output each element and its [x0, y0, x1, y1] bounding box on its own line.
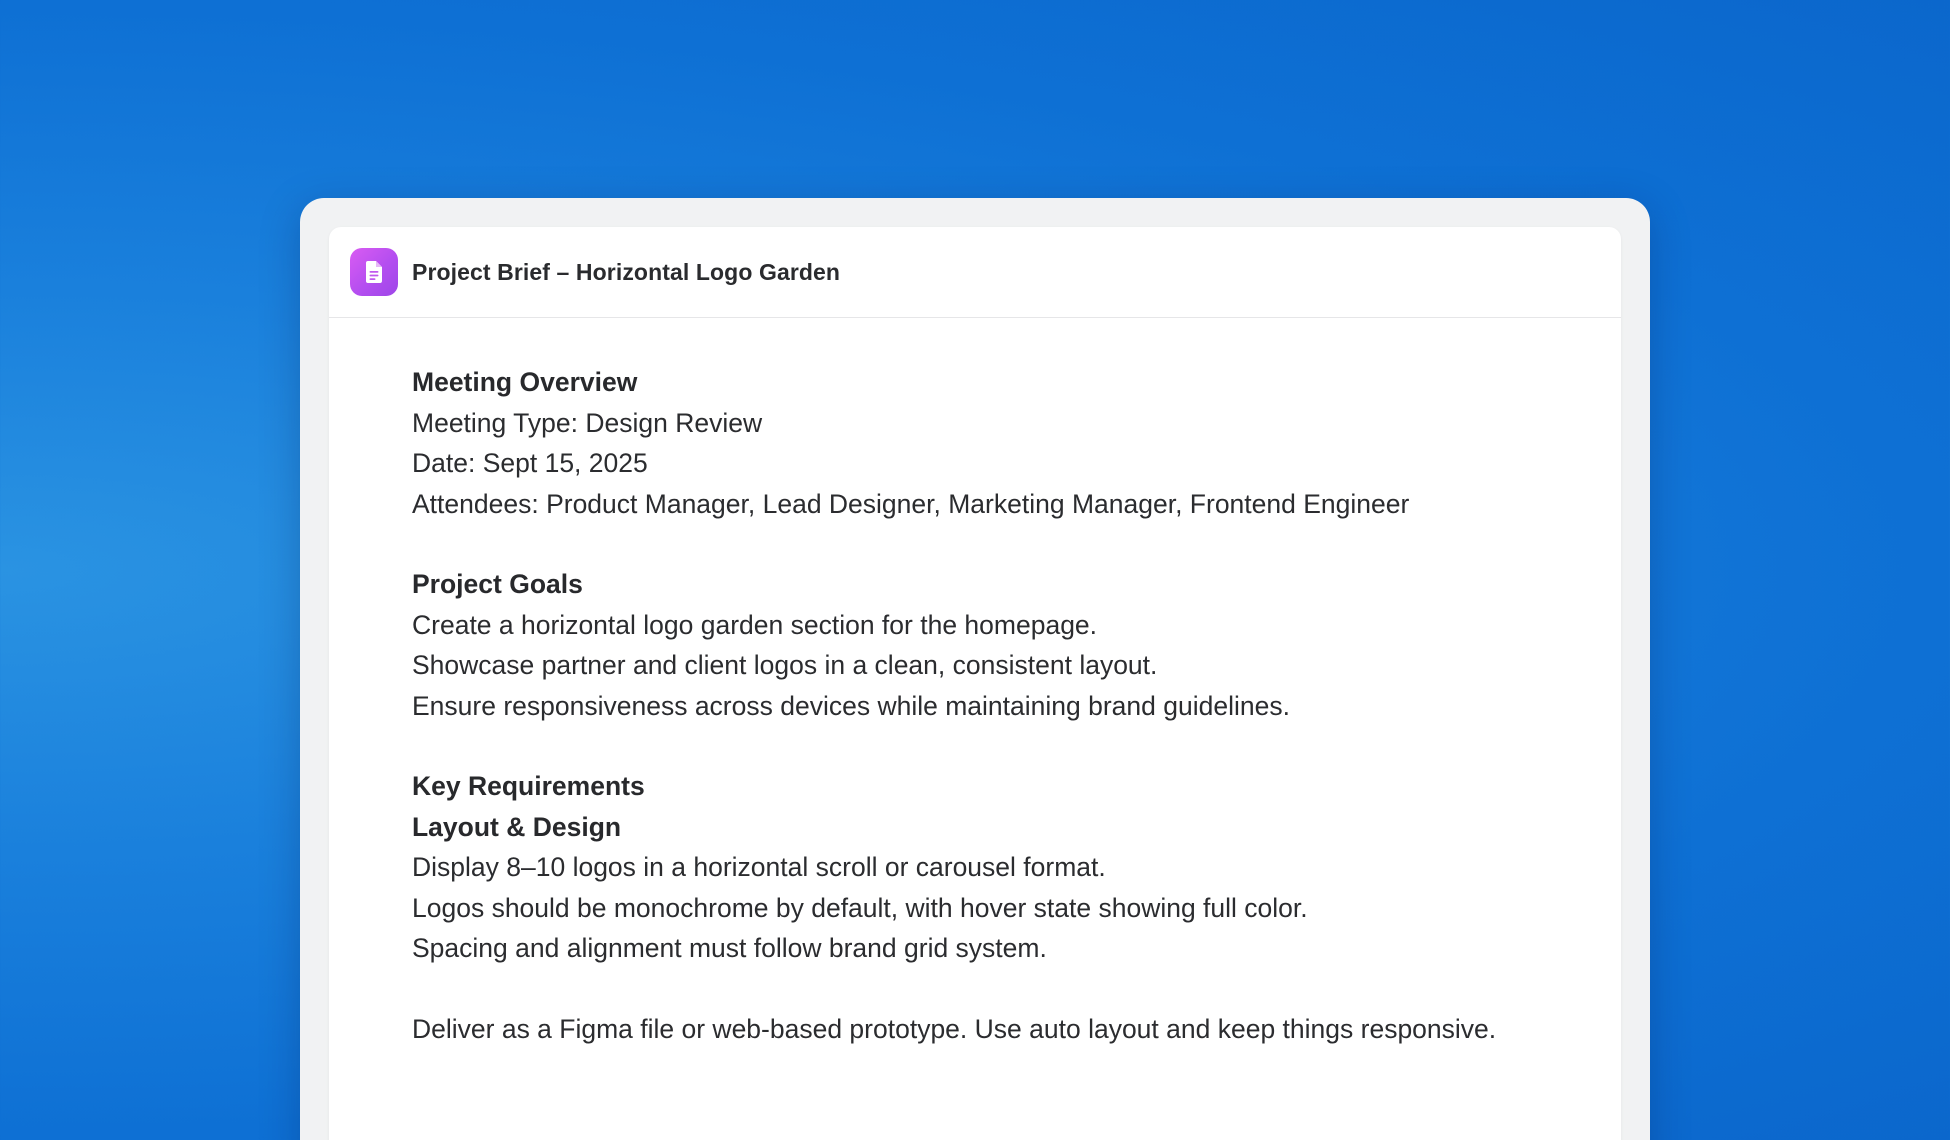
section-heading: Project Goals: [412, 569, 583, 599]
closing-paragraph: Deliver as a Figma file or web-based prototype. Use auto layout and keep things responsive.: [412, 1013, 1497, 1044]
section-project-goals: [412, 564, 1621, 726]
requirement-line: Spacing and alignment must follow brand grid system.: [412, 933, 1047, 963]
requirement-line: Display 8–10 logos in a horizontal scroll or carousel format.: [412, 852, 1106, 882]
section-heading: Key Requirements: [412, 771, 645, 801]
document-glyph-icon: [364, 260, 384, 284]
overview-line: Meeting Type: Design Review: [412, 407, 763, 438]
document-icon[interactable]: [350, 248, 398, 296]
section-subheading: Layout & Design: [412, 811, 622, 842]
window-frame: [300, 198, 1650, 1140]
section-meeting-overview: [412, 362, 1621, 524]
goal-line: Showcase partner and client logos in a clean, consistent layout.: [412, 650, 1158, 680]
section-key-requirements: [412, 766, 1621, 969]
goal-line: Create a horizontal logo garden section for the homepage.: [412, 609, 1098, 640]
overview-line: Date: Sept 15, 2025: [412, 448, 648, 478]
document-window: [329, 227, 1621, 1140]
overview-line: Attendees: Product Manager, Lead Designer, Marketing Manager, Frontend Engineer: [412, 488, 1410, 519]
section-heading: Meeting Overview: [412, 367, 638, 397]
goal-line: Ensure responsiveness across devices while maintaining brand guidelines.: [412, 690, 1290, 721]
document-title: Project Brief – Horizontal Logo Garden: [412, 258, 841, 285]
requirement-line: Logos should be monochrome by default, with hover state showing full color.: [412, 892, 1308, 923]
document-header: [329, 227, 1621, 318]
document-body[interactable]: [329, 318, 1621, 1049]
section-closing: [412, 1009, 1542, 1050]
